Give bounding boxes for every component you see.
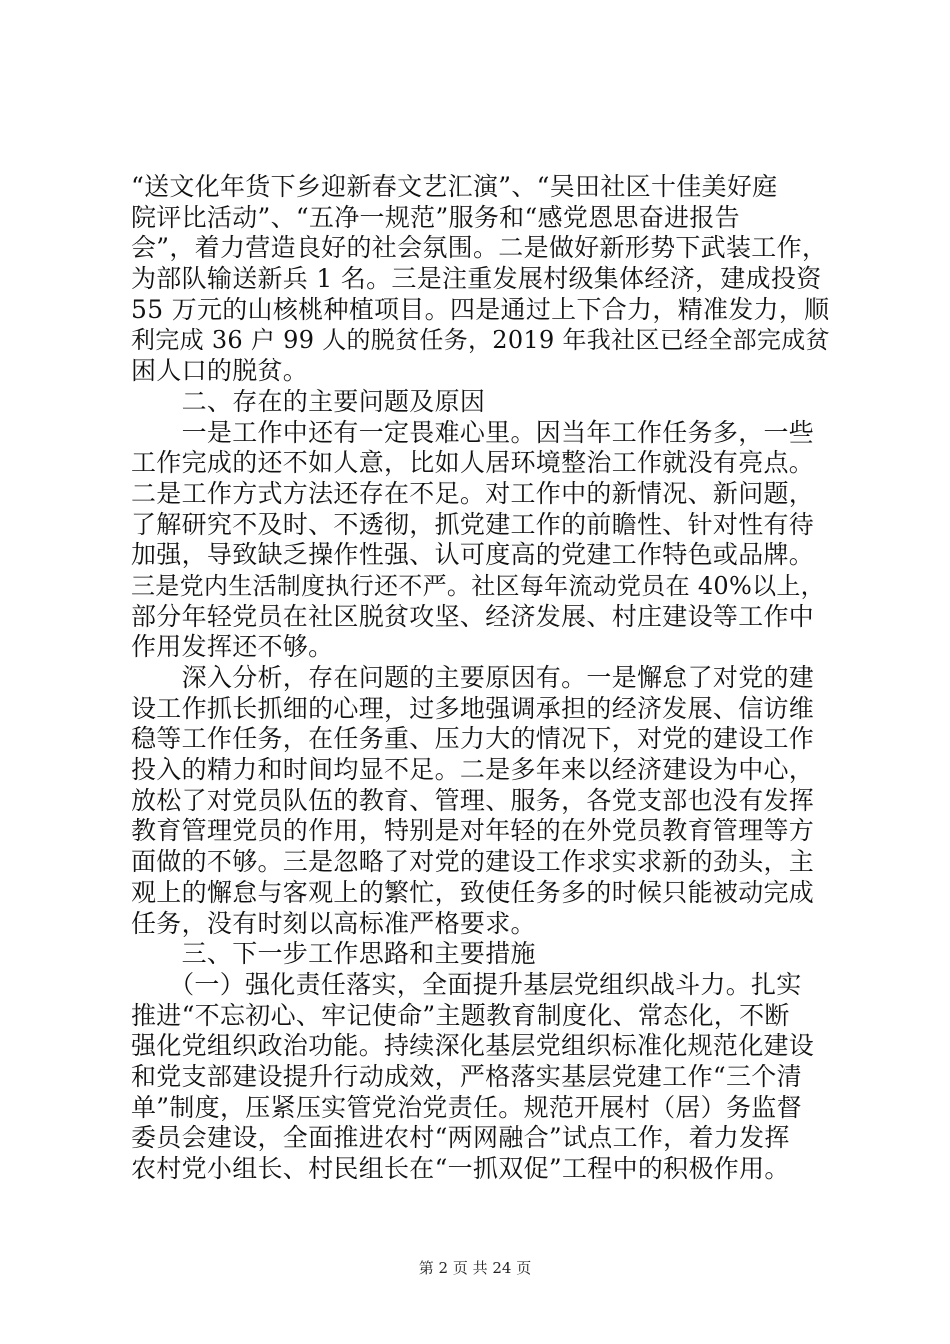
page-footer: 第 2 页 共 24 页 (418, 1259, 532, 1277)
text-line: （一）强化责任落实，全面提升基层党组织战斗力。扎实 (131, 969, 802, 999)
text-line: 农村党小组长、村民组长在“一抓双促”工程中的积极作用。 (131, 1154, 790, 1183)
text-line: 会”，着力营造良好的社会氛围。二是做好新形势下武装工作， (131, 233, 828, 263)
text-line: 强化党组织政治功能。持续深化基层党组织标准化规范化建设 (131, 1031, 815, 1061)
text-line: 推进“不忘初心、牢记使命”主题教育制度化、常态化，不断 (131, 1000, 790, 1030)
text-line: 了解研究不及时、不透彻，抓党建工作的前瞻性、针对性有待 (131, 509, 815, 539)
text-line: 加强，导致缺乏操作性强、认可度高的党建工作特色或品牌。 (131, 540, 815, 570)
text-line: 利完成 36 户 99 人的脱贫任务，2019 年我社区已经全部完成贫 (131, 326, 830, 355)
text-line: 三、下一步工作思路和主要措施 (131, 939, 536, 969)
text-line: 观上的懈怠与客观上的繁忙，致使任务多的时候只能被动完成 (131, 877, 815, 907)
text-line: 单”制度，压紧压实管党治党责任。规范开展村（居）务监督 (131, 1092, 802, 1122)
text-line: 任务，没有时刻以高标准严格要求。 (131, 908, 536, 938)
text-line: 稳等工作任务，在任务重、压力大的情况下，对党的建设工作 (131, 724, 815, 754)
text-line: 为部队输送新兵 1 名。三是注重发展村级集体经济，建成投资 (131, 264, 822, 294)
text-line: 深入分析，存在问题的主要原因有。一是懈怠了对党的建 (131, 663, 815, 692)
text-line: 和党支部建设提升行动成效，严格落实基层党建工作“三个清 (131, 1061, 802, 1091)
text-line: “送文化年货下乡迎新春文艺汇演”、“吴田社区十佳美好庭 (131, 172, 778, 201)
text-line: 作用发挥还不够。 (131, 632, 334, 662)
text-line: 放松了对党员队伍的教育、管理、服务，各党支部也没有发挥 (131, 785, 815, 815)
text-line: 一是工作中还有一定畏难心里。因当年工作任务多，一些 (131, 417, 815, 447)
text-line: 工作完成的还不如人意，比如人居环境整治工作就没有亮点。 (131, 448, 815, 478)
text-line: 投入的精力和时间均显不足。二是多年来以经济建设为中心， (131, 755, 815, 785)
text-line: 55 万元的山核桃种植项目。四是通过上下合力，精准发力，顺 (131, 294, 830, 324)
text-line: 三是党内生活制度执行还不严。社区每年流动党员在 40%以上， (131, 571, 825, 600)
text-line: 面做的不够。三是忽略了对党的建设工作求实求新的劲头，主 (131, 847, 815, 877)
text-line: 二、存在的主要问题及原因 (131, 386, 486, 416)
text-line: 教育管理党员的作用，特别是对年轻的在外党员教育管理等方 (131, 816, 815, 846)
text-line: 部分年轻党员在社区脱贫攻坚、经济发展、村庄建设等工作中 (131, 601, 815, 631)
text-line: 二是工作方式方法还存在不足。对工作中的新情况、新问题， (131, 478, 815, 508)
text-line: 委员会建设，全面推进农村“两网融合”试点工作，着力发挥 (131, 1123, 790, 1153)
document-body (131, 172, 831, 1185)
text-line: 困人口的脱贫。 (131, 356, 309, 386)
text-line: 设工作抓长抓细的心理，过多地强调承担的经济发展、信访维 (131, 693, 815, 723)
text-line: 院评比活动”、“五净一规范”服务和“感党恩思奋进报告 (131, 202, 740, 232)
